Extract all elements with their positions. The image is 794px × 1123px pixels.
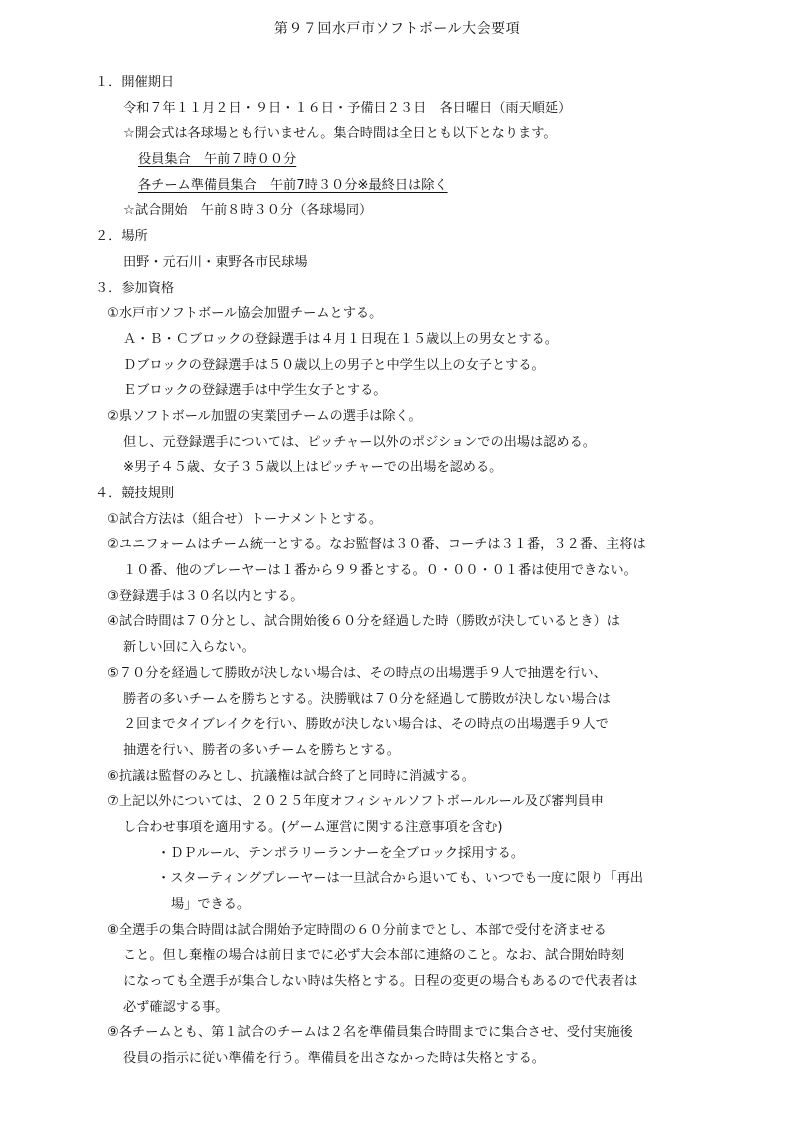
rule-7-line-1: ⑦上記以外については、２０２５年度オフィシャルソフトボールルール及び審判員申 xyxy=(107,794,604,810)
rule-8-line-3: になっても全選手が集合しない時は失格とする。日程の変更の場合もあるので代表者は xyxy=(123,974,638,990)
rule-7-line-2: し合わせ事項を適用する。(ゲーム運営に関する注意事項を含む) xyxy=(123,819,503,835)
rule-6: ⑥抗議は監督のみとし、抗議権は試合終了と同時に消滅する。 xyxy=(107,768,475,784)
rule-4-line-1: ④試合時間は７０分とし、試合開始後６０分を経過した時（勝敗が決しているとき）は xyxy=(107,614,620,630)
venues: 田野・元石川・東野各市民球場 xyxy=(123,254,308,270)
prep-staff-assembly: 各チーム準備員集合 午前7時３０分※最終日は除く xyxy=(138,177,448,193)
section-1-heading: １．開催期日 xyxy=(95,75,175,90)
eligibility-pitcher-note: ※男子４５歳、女子３５歳以上はピッチャーでの出場を認める。 xyxy=(123,460,503,476)
rule-5-line-1: ⑤７０分を経過して勝敗が決しない場合は、その時点の出場選手９人で抽選を行い、 xyxy=(107,665,607,681)
rule-4-line-2: 新しい回に入らない。 xyxy=(123,640,255,656)
rule-1: ①試合方法は（組合せ）トーナメントとする。 xyxy=(107,511,383,527)
rule-5-line-2: 勝者の多いチームを勝ちとする。決勝戦は７０分を経過して勝敗が決しない場合は xyxy=(123,691,611,707)
game-start-time: ☆試合開始 午前８時３０分（各球場同） xyxy=(123,203,373,219)
rule-9-line-2: 役員の指示に従い準備を行う。準備員を出さなかった時は失格とする。 xyxy=(123,1051,545,1067)
eligibility-item-1: ①水戸市ソフトボール協会加盟チームとする。 xyxy=(107,306,383,322)
officials-assembly: 役員集合 午前７時００分 xyxy=(138,152,297,168)
eligibility-e-block: Ｅブロックの登録選手は中学生女子とする。 xyxy=(123,383,387,399)
eligibility-d-block: Ｄブロックの登録選手は５０歳以上の男子と中学生以上の女子とする。 xyxy=(123,357,545,373)
rule-7-starting-player: ・スターティングプレーヤーは一旦試合から退いても、いつでも一度に限り「再出 xyxy=(157,871,644,887)
section-4-heading: ４．競技規則 xyxy=(95,486,175,501)
document-title: 第９７回水戸市ソフトボール大会要項 xyxy=(273,21,521,37)
document-body xyxy=(95,70,775,1072)
eligibility-item-2: ②県ソフトボール加盟の実業団チームの選手は除く。 xyxy=(107,408,422,424)
rule-2-line-2: １０番、他のプレーヤーは１番から９９番とする。０・００・０１番は使用できない。 xyxy=(123,563,637,579)
rule-9-line-1: ⑨各チームとも、第１試合のチームは２名を準備員集合時間までに集合させ、受付実施後 xyxy=(107,1025,633,1041)
rule-8-line-2: こと。但し棄権の場合は前日までに必ず大会本部に連絡のこと。なお、試合開始時刻 xyxy=(123,948,625,964)
rule-3: ③登録選手は３０名以内とする。 xyxy=(107,588,304,604)
opening-notice: ☆開会式は各球場とも行いません。集合時間は全日とも以下となります。 xyxy=(123,126,557,142)
rule-7-starting-player-cont: 場」できる。 xyxy=(171,897,251,912)
event-dates: 令和７年１１月２日・９日・１６日・予備日２３日 各日曜日（雨天順延） xyxy=(123,100,572,116)
rule-5-line-4: 抽選を行い、勝者の多いチームを勝ちとする。 xyxy=(123,742,400,758)
eligibility-abc-block: Ａ・Ｂ・Ｃブロックの登録選手は４月１日現在１５歳以上の男女とする。 xyxy=(123,331,558,347)
section-3-heading: ３．参加資格 xyxy=(95,280,175,296)
rule-8-line-1: ⑧全選手の集合時間は試合開始予定時間の６０分前までとし、本部で受付を済ませる xyxy=(107,922,607,938)
rule-7-dp-rule: ・ＤＰルール、テンポラリーランナーを全ブロック採用する。 xyxy=(157,845,525,861)
rule-5-line-3: ２回までタイブレイクを行い、勝敗が決しない場合は、その時点の出場選手９人で xyxy=(123,717,609,733)
rule-2-line-1: ②ユニフォームはチーム統一とする。なお監督は３０番、コーチは３１番，３２番、主将は xyxy=(107,537,646,553)
section-2-heading: ２．場所 xyxy=(95,229,148,245)
eligibility-former-players: 但し、元登録選手については、ピッチャー以外のポジションでの出場は認める。 xyxy=(123,434,596,450)
rule-8-line-4: 必ず確認する事。 xyxy=(123,999,229,1015)
